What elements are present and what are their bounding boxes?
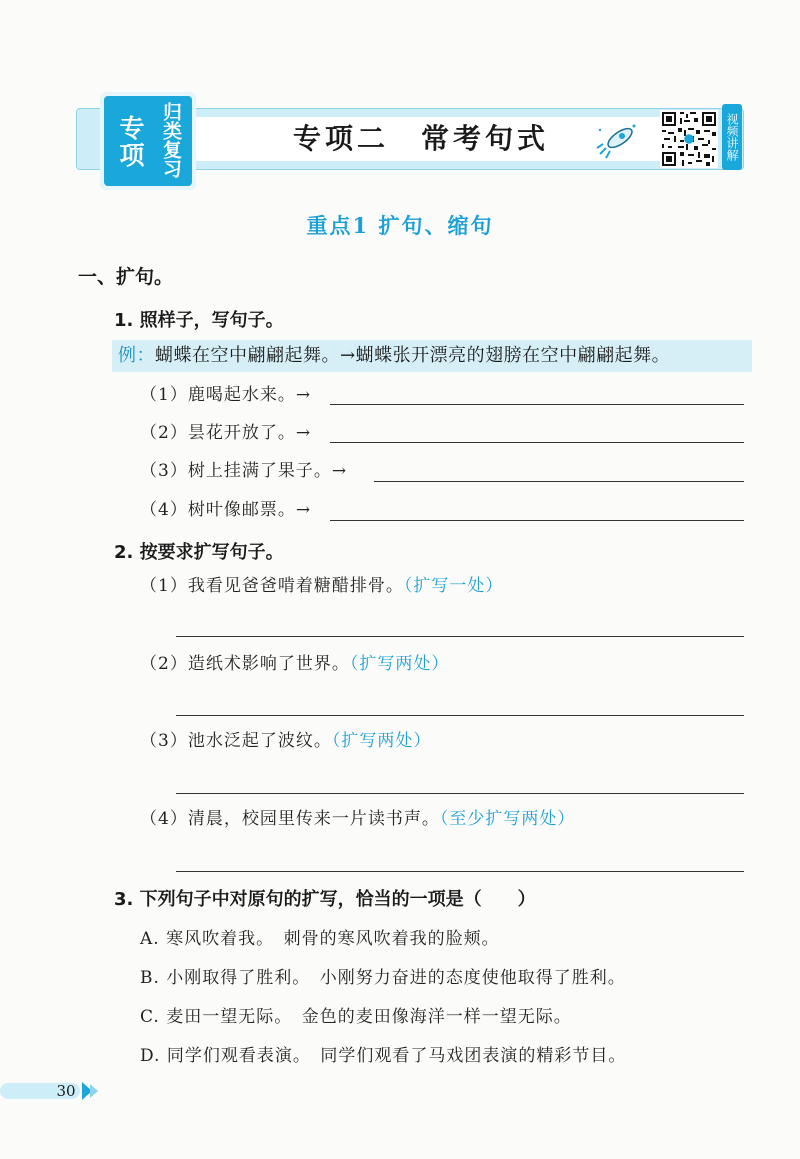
q2-item-3 — [140, 728, 431, 754]
q2-item-1 — [140, 573, 503, 599]
q3-option-b[interactable]: B. 小刚取得了胜利。 小刚努力奋进的态度使他取得了胜利。 — [140, 968, 626, 988]
page-number: 30 — [56, 1082, 76, 1100]
example-text: 蝴蝶在空中翩翩起舞。→蝴蝶张开漂亮的翅膀在空中翩翩起舞。 — [155, 345, 671, 366]
question-3-title: 3. 下列句子中对原句的扩写，恰当的一项是（ ） — [114, 889, 536, 910]
section-title: 重点1 扩句、缩句 — [306, 213, 494, 238]
q2-item-4-hint: （至少扩写两处） — [439, 809, 576, 829]
qr-video-label-text: 视频讲解 — [725, 113, 739, 161]
example-label: 例： — [118, 345, 155, 366]
q2-item-2-hint: （扩写两处） — [349, 654, 450, 674]
q2-item-3-text: （3）池水泛起了波纹。 — [140, 731, 332, 751]
q2-answer-line-4[interactable] — [176, 871, 744, 872]
part-heading — [78, 262, 173, 289]
badge-main-label: 专项 — [116, 115, 145, 169]
q1-answer-line-4[interactable] — [330, 520, 744, 521]
q1-answer-line-2[interactable] — [330, 442, 744, 443]
q1-item-3: （3）树上挂满了果子。→ — [140, 461, 348, 481]
badge-side-text — [152, 96, 190, 186]
q1-answer-line-3[interactable] — [374, 481, 744, 482]
qr-code-icon[interactable] — [660, 110, 718, 168]
q2-item-3-hint: （扩写两处） — [331, 731, 432, 751]
q2-item-4-text: （4）清晨，校园里传来一片读书声。 — [140, 809, 440, 829]
q1-item-2: （2）昙花开放了。→ — [140, 423, 312, 443]
badge-side-label: 归类复习 — [160, 102, 182, 178]
q1-answer-line-1[interactable] — [330, 404, 744, 405]
q3-option-c[interactable]: C. 麦田一望无际。 金色的麦田像海洋一样一望无际。 — [140, 1007, 572, 1027]
example-sentence — [118, 341, 670, 371]
part-heading-text: 一、扩句。 — [78, 266, 174, 288]
badge-main-text — [108, 104, 152, 180]
q3-option-d[interactable]: D. 同学们观看表演。 同学们观看了马戏团表演的精彩节目。 — [140, 1046, 627, 1066]
q2-item-4 — [140, 806, 575, 832]
q2-answer-line-1[interactable] — [176, 636, 744, 637]
q1-item-1: （1）鹿喝起水来。→ — [140, 385, 312, 405]
q1-item-4: （4）树叶像邮票。→ — [140, 500, 312, 520]
q2-item-1-hint: （扩写一处） — [403, 576, 504, 596]
q2-item-2-text: （2）造纸术影响了世界。 — [140, 654, 350, 674]
question-2-title: 2. 按要求扩写句子。 — [114, 542, 284, 563]
question-1-title: 1. 照样子，写句子。 — [114, 310, 284, 331]
page-title: 专项二 常考句式 — [292, 122, 549, 155]
rocket-icon — [594, 118, 640, 162]
q2-answer-line-2[interactable] — [176, 715, 744, 716]
q2-answer-line-3[interactable] — [176, 793, 744, 794]
q2-item-2 — [140, 651, 449, 677]
q3-option-a[interactable]: A. 寒风吹着我。 刺骨的寒风吹着我的脸颊。 — [140, 929, 500, 949]
q2-item-1-text: （1）我看见爸爸啃着糖醋排骨。 — [140, 576, 404, 596]
qr-video-label — [722, 104, 742, 170]
